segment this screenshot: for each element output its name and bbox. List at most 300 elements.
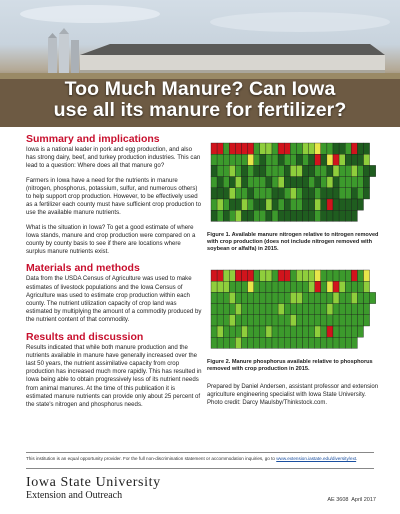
fig1-county-0-4 (235, 143, 241, 154)
fig2-county-4-3 (229, 314, 235, 325)
fig2-county-3-18 (321, 303, 327, 314)
fig2-county-5-13 (290, 326, 296, 337)
fig1-county-3-8 (260, 177, 266, 188)
fig2-county-4-23 (351, 314, 357, 325)
fig2-county-3-25 (364, 303, 370, 314)
fig2-county-2-9 (266, 292, 272, 303)
title-line-1: Too Much Manure? Can Iowa (64, 78, 336, 100)
fig2-county-2-20 (333, 292, 339, 303)
fig2-county-6-11 (278, 337, 284, 348)
fig1-county-3-17 (315, 177, 321, 188)
fig1-county-4-2 (223, 188, 229, 199)
fig2-county-0-12 (284, 270, 290, 281)
fig2-county-1-17 (315, 281, 321, 292)
fig2-county-3-12 (284, 303, 290, 314)
fig2-county-3-11 (278, 303, 284, 314)
summary-paragraph-1: Iowa is a national leader in pork and egg production, and also has strong dairy, beef, and turkey production industries. This can lead to a question: Where does all that manure go? (26, 146, 201, 170)
fig2-county-6-7 (254, 337, 260, 348)
fig1-county-0-24 (357, 143, 363, 154)
university-name: Iowa State University (26, 475, 161, 490)
fig2-county-1-12 (284, 281, 290, 292)
fig2-county-4-13 (290, 314, 296, 325)
fig1-county-2-4 (235, 165, 241, 176)
fig1-county-1-17 (315, 154, 321, 165)
fig2-county-2-21 (339, 292, 345, 303)
fig1-county-5-17 (315, 199, 321, 210)
fig2-county-5-12 (284, 326, 290, 337)
fig2-county-3-14 (296, 303, 302, 314)
fig2-county-0-20 (333, 270, 339, 281)
fig2-county-3-2 (223, 303, 229, 314)
fig2-county-3-24 (357, 303, 363, 314)
fig1-county-6-8 (260, 210, 266, 221)
fig2-county-2-12 (284, 292, 290, 303)
fig2-county-6-18 (321, 337, 327, 348)
fig1-county-0-6 (248, 143, 254, 154)
fig2-county-1-25 (364, 281, 370, 292)
fig1-county-1-18 (321, 154, 327, 165)
document-title (0, 79, 400, 121)
fig1-county-3-18 (321, 177, 327, 188)
fig1-county-6-16 (309, 210, 315, 221)
fig1-county-5-21 (339, 199, 345, 210)
fig1-county-0-22 (345, 143, 351, 154)
fig2-county-5-11 (278, 326, 284, 337)
fig1-county-0-8 (260, 143, 266, 154)
fig1-county-2-15 (303, 165, 309, 176)
fig1-county-4-6 (248, 188, 254, 199)
summary-heading: Summary and implications (26, 133, 160, 145)
fig2-county-1-22 (345, 281, 351, 292)
fig2-county-4-5 (242, 314, 248, 325)
fig2-county-4-10 (272, 314, 278, 325)
fig2-county-6-17 (315, 337, 321, 348)
fig1-county-4-1 (217, 188, 223, 199)
fig1-county-2-16 (309, 165, 315, 176)
fig2-county-0-25 (364, 270, 370, 281)
fig1-county-0-23 (351, 143, 357, 154)
fig2-county-3-15 (303, 303, 309, 314)
fig2-county-4-24 (357, 314, 363, 325)
fig1-county-2-0 (211, 165, 217, 176)
fig2-county-2-22 (345, 292, 351, 303)
fig1-county-6-17 (315, 210, 321, 221)
summary-paragraph-2: Farmers in Iowa have a need for the nutrients in manure (nitrogen, phosphorus, potassium, sulfur, and numerous others) to help support crop production. However, to be effectively used as a fertilizer each county must have sufficient crop production to use the available manure nutrients. (26, 176, 202, 217)
fig2-county-0-14 (296, 270, 302, 281)
fig1-county-6-20 (333, 210, 339, 221)
fig2-county-1-7 (254, 281, 260, 292)
fig1-county-3-13 (290, 177, 296, 188)
fig2-county-5-0 (211, 326, 217, 337)
fig1-county-5-1 (217, 199, 223, 210)
fig1-county-1-14 (296, 154, 302, 165)
fig1-county-0-9 (266, 143, 272, 154)
fig2-county-3-17 (315, 303, 321, 314)
fig1-county-1-15 (303, 154, 309, 165)
fig1-county-2-11 (278, 165, 284, 176)
fig1-county-5-14 (296, 199, 302, 210)
fig1-county-1-22 (345, 154, 351, 165)
fig1-county-4-8 (260, 188, 266, 199)
fig1-county-1-21 (339, 154, 345, 165)
fig2-county-1-8 (260, 281, 266, 292)
fig2-county-4-9 (266, 314, 272, 325)
fig1-county-1-1 (217, 154, 223, 165)
fig2-county-5-2 (223, 326, 229, 337)
fig1-county-3-14 (296, 177, 302, 188)
fig2-county-0-9 (266, 270, 272, 281)
fig1-county-3-9 (266, 177, 272, 188)
right-column (207, 137, 379, 407)
fig1-county-2-23 (351, 165, 357, 176)
methods-heading: Materials and methods (26, 262, 140, 275)
fig1-county-5-20 (333, 199, 339, 210)
fig2-county-0-10 (272, 270, 278, 281)
fig1-county-5-23 (351, 199, 357, 210)
fig1-county-3-1 (217, 177, 223, 188)
fig1-county-4-9 (266, 188, 272, 199)
fig2-county-3-6 (248, 303, 254, 314)
fig2-county-2-7 (254, 292, 260, 303)
fig2-county-5-20 (333, 326, 339, 337)
fig1-county-5-24 (357, 199, 363, 210)
fig2-county-0-7 (254, 270, 260, 281)
fig1-county-4-18 (321, 188, 327, 199)
fig1-county-3-22 (345, 177, 351, 188)
fig2-county-6-22 (345, 337, 351, 348)
fig1-county-6-12 (284, 210, 290, 221)
fig1-county-5-4 (235, 199, 241, 210)
fig2-county-3-21 (339, 303, 345, 314)
fig1-county-0-5 (242, 143, 248, 154)
fig2-county-1-15 (303, 281, 309, 292)
fig2-county-3-22 (345, 303, 351, 314)
fig1-county-2-19 (327, 165, 333, 176)
fig2-county-1-4 (235, 281, 241, 292)
fig2-county-4-4 (235, 314, 241, 325)
fig2-county-5-3 (229, 326, 235, 337)
fig2-county-2-15 (303, 292, 309, 303)
fig1-county-0-21 (339, 143, 345, 154)
fig1-county-2-6 (248, 165, 254, 176)
fig1-county-3-11 (278, 177, 284, 188)
fig1-county-5-18 (321, 199, 327, 210)
fig2-county-4-20 (333, 314, 339, 325)
fig1-county-2-25 (364, 165, 370, 176)
fig1-county-6-18 (321, 210, 327, 221)
fig1-county-6-13 (290, 210, 296, 221)
fig1-county-4-4 (235, 188, 241, 199)
fig2-county-6-16 (309, 337, 315, 348)
fig2-county-2-10 (272, 292, 278, 303)
fig2-county-4-2 (223, 314, 229, 325)
fig1-county-1-13 (290, 154, 296, 165)
fig1-county-3-2 (223, 177, 229, 188)
fig2-county-0-15 (303, 270, 309, 281)
publication-info (327, 497, 376, 503)
fig2-county-2-26 (370, 292, 376, 303)
fig2-county-5-14 (296, 326, 302, 337)
fig1-county-4-0 (211, 188, 217, 199)
fig1-county-0-1 (217, 143, 223, 154)
fig1-county-3-25 (364, 177, 370, 188)
fig2-county-2-18 (321, 292, 327, 303)
fig2-county-6-3 (229, 337, 235, 348)
fig2-county-0-21 (339, 270, 345, 281)
fig1-county-0-25 (364, 143, 370, 154)
fig2-county-3-8 (260, 303, 266, 314)
fig1-county-0-13 (290, 143, 296, 154)
fig2-county-0-19 (327, 270, 333, 281)
fig2-county-5-6 (248, 326, 254, 337)
fig2-county-2-4 (235, 292, 241, 303)
fig2-county-1-16 (309, 281, 315, 292)
fig2-county-3-20 (333, 303, 339, 314)
fig2-county-1-5 (242, 281, 248, 292)
fig2-county-0-2 (223, 270, 229, 281)
fig2-county-0-1 (217, 270, 223, 281)
fig2-county-1-14 (296, 281, 302, 292)
fig2-county-1-1 (217, 281, 223, 292)
fig2-county-5-9 (266, 326, 272, 337)
fig1-county-3-7 (254, 177, 260, 188)
fig2-county-5-16 (309, 326, 315, 337)
fig1-county-4-15 (303, 188, 309, 199)
fig1-county-4-13 (290, 188, 296, 199)
fig2-county-3-13 (290, 303, 296, 314)
fig1-county-3-23 (351, 177, 357, 188)
fig2-county-1-20 (333, 281, 339, 292)
fig1-county-5-13 (290, 199, 296, 210)
fig1-county-6-21 (339, 210, 345, 221)
fig2-county-6-2 (223, 337, 229, 348)
fig1-county-0-17 (315, 143, 321, 154)
fig2-county-4-19 (327, 314, 333, 325)
fig1-county-1-6 (248, 154, 254, 165)
fig1-county-5-5 (242, 199, 248, 210)
fig2-county-3-3 (229, 303, 235, 314)
fig2-county-4-6 (248, 314, 254, 325)
footer-divider-bottom (26, 468, 374, 469)
fig1-county-4-14 (296, 188, 302, 199)
fig1-county-6-6 (248, 210, 254, 221)
fig2-county-5-10 (272, 326, 278, 337)
fig1-county-2-17 (315, 165, 321, 176)
fig2-county-6-1 (217, 337, 223, 348)
fig1-county-6-22 (345, 210, 351, 221)
fig2-county-6-8 (260, 337, 266, 348)
fig2-county-0-3 (229, 270, 235, 281)
fig2-county-3-0 (211, 303, 217, 314)
fig2-county-2-24 (357, 292, 363, 303)
fig2-county-4-22 (345, 314, 351, 325)
figure-2-caption: Figure 2. Manure phosphorus available relative to phosphorus removed with crop production in 2015. (207, 358, 373, 372)
fig2-county-1-24 (357, 281, 363, 292)
fig2-county-4-25 (364, 314, 370, 325)
fig2-county-0-13 (290, 270, 296, 281)
fig2-county-1-18 (321, 281, 327, 292)
fig1-county-1-7 (254, 154, 260, 165)
fig2-county-1-13 (290, 281, 296, 292)
fig2-county-1-21 (339, 281, 345, 292)
fig1-county-6-9 (266, 210, 272, 221)
fig1-county-3-20 (333, 177, 339, 188)
fig2-county-2-2 (223, 292, 229, 303)
fig2-county-4-18 (321, 314, 327, 325)
fig2-county-3-9 (266, 303, 272, 314)
fig2-county-1-11 (278, 281, 284, 292)
fig1-county-1-24 (357, 154, 363, 165)
fig1-county-0-12 (284, 143, 290, 154)
fig1-county-3-15 (303, 177, 309, 188)
fig1-county-2-8 (260, 165, 266, 176)
fig2-county-2-5 (242, 292, 248, 303)
fig1-county-0-14 (296, 143, 302, 154)
fig2-county-0-5 (242, 270, 248, 281)
fig1-county-6-15 (303, 210, 309, 221)
fig1-county-4-23 (351, 188, 357, 199)
fig2-county-3-16 (309, 303, 315, 314)
fig2-county-4-11 (278, 314, 284, 325)
university-logo (26, 476, 161, 502)
fig2-county-2-0 (211, 292, 217, 303)
fig1-county-5-19 (327, 199, 333, 210)
fig2-county-6-12 (284, 337, 290, 348)
fig1-county-3-10 (272, 177, 278, 188)
fig1-county-0-18 (321, 143, 327, 154)
fig1-county-1-16 (309, 154, 315, 165)
fig2-county-1-2 (223, 281, 229, 292)
fig2-county-3-5 (242, 303, 248, 314)
fig1-county-1-2 (223, 154, 229, 165)
fig1-county-1-20 (333, 154, 339, 165)
fig1-county-5-7 (254, 199, 260, 210)
fig1-county-2-22 (345, 165, 351, 176)
fig2-county-3-19 (327, 303, 333, 314)
fig1-county-5-8 (260, 199, 266, 210)
fig1-county-3-4 (235, 177, 241, 188)
fig1-county-4-20 (333, 188, 339, 199)
fig1-county-2-1 (217, 165, 223, 176)
fig1-county-4-22 (345, 188, 351, 199)
fig2-county-6-0 (211, 337, 217, 348)
fig1-county-1-8 (260, 154, 266, 165)
fig1-county-0-10 (272, 143, 278, 154)
fig1-county-4-24 (357, 188, 363, 199)
fig2-county-2-16 (309, 292, 315, 303)
fig2-county-1-3 (229, 281, 235, 292)
fig1-county-3-12 (284, 177, 290, 188)
fig2-county-4-21 (339, 314, 345, 325)
fig1-county-5-16 (309, 199, 315, 210)
fig1-county-5-15 (303, 199, 309, 210)
fig2-county-2-25 (364, 292, 370, 303)
fig2-county-3-7 (254, 303, 260, 314)
fig1-county-4-7 (254, 188, 260, 199)
fig1-county-5-6 (248, 199, 254, 210)
fig2-county-1-0 (211, 281, 217, 292)
left-column (26, 133, 202, 415)
fig2-county-5-17 (315, 326, 321, 337)
fig2-county-5-21 (339, 326, 345, 337)
fig2-county-2-8 (260, 292, 266, 303)
fig1-county-5-11 (278, 199, 284, 210)
fig1-county-6-7 (254, 210, 260, 221)
fig1-county-1-0 (211, 154, 217, 165)
extension-unit: Extension and Outreach (26, 490, 123, 501)
fig1-county-1-10 (272, 154, 278, 165)
fig1-county-1-23 (351, 154, 357, 165)
fig1-county-5-2 (223, 199, 229, 210)
fig2-county-2-11 (278, 292, 284, 303)
fig1-county-2-12 (284, 165, 290, 176)
fig2-county-0-22 (345, 270, 351, 281)
fig1-county-0-2 (223, 143, 229, 154)
fig2-county-0-6 (248, 270, 254, 281)
fig1-county-4-3 (229, 188, 235, 199)
fig2-county-5-19 (327, 326, 333, 337)
fig1-county-0-19 (327, 143, 333, 154)
fig2-county-1-23 (351, 281, 357, 292)
fig1-county-2-26 (370, 165, 376, 176)
fig1-county-5-9 (266, 199, 272, 210)
footer-divider-top (26, 452, 374, 453)
fig1-county-3-21 (339, 177, 345, 188)
fig1-county-2-21 (339, 165, 345, 176)
fig2-county-5-1 (217, 326, 223, 337)
fig2-county-4-16 (309, 314, 315, 325)
fig1-county-2-18 (321, 165, 327, 176)
fig2-county-0-8 (260, 270, 266, 281)
fig2-county-4-15 (303, 314, 309, 325)
fig1-county-6-0 (211, 210, 217, 221)
fig2-county-0-17 (315, 270, 321, 281)
fig2-county-6-14 (296, 337, 302, 348)
fig2-county-2-6 (248, 292, 254, 303)
fig1-county-1-12 (284, 154, 290, 165)
summary-paragraph-3: What is the situation in Iowa? To get a good estimate of where Iowa stands, manure and crop production were compared on a county by county basis to see if there are locations where surplus manure nutrients exist. (26, 223, 196, 256)
fig2-county-3-1 (217, 303, 223, 314)
fig1-county-6-11 (278, 210, 284, 221)
fig1-county-4-10 (272, 188, 278, 199)
fig1-county-4-11 (278, 188, 284, 199)
fig1-county-0-16 (309, 143, 315, 154)
title-line-2: use all its manure for fertilizer? (53, 99, 347, 121)
methods-paragraph: Data from the USDA Census of Agriculture was used to make estimates of livestock populations and the Iowa Census of Agriculture was used to estimate crop production within each county. The nutrient utilization capacity of crop land was estimated by multiplying the amount of a commodity produced by the nutrient content of that commodity. (26, 275, 202, 324)
fig2-county-5-7 (254, 326, 260, 337)
fig2-county-3-4 (235, 303, 241, 314)
fig2-county-5-24 (357, 326, 363, 337)
fig1-county-4-12 (284, 188, 290, 199)
fig2-county-6-21 (339, 337, 345, 348)
fig1-county-6-3 (229, 210, 235, 221)
figure-1-caption: Figure 1. Available manure nitrogen relative to nitrogen removed with crop production (does not include nitrogen removed with soybean or alfalfa) in 2015. (207, 232, 379, 253)
fig1-county-6-10 (272, 210, 278, 221)
fig2-county-2-14 (296, 292, 302, 303)
fig1-county-1-19 (327, 154, 333, 165)
diversity-link[interactable]: www.extension.iastate.edu/diversity/ext (276, 456, 357, 461)
results-paragraph: Results indicated that while both manure production and the nutrients available in manure have generally increased over the last 50 years, the nutrient assimilative capacity from crop production has increased much more rapidly. This has resulted in Iowa being able to obtain progressively less of its nutrient needs from animal manures. At the time of this publication it is estimated manure nutrients can provide only about 25 percent of the state's nitrogen and phosphorus needs. (26, 343, 202, 409)
nondiscrimination-notice (26, 456, 376, 462)
fig1-county-3-24 (357, 177, 363, 188)
fig1-county-4-5 (242, 188, 248, 199)
fig2-county-1-9 (266, 281, 272, 292)
fig1-county-3-19 (327, 177, 333, 188)
fig1-county-0-7 (254, 143, 260, 154)
fig1-county-1-11 (278, 154, 284, 165)
fig2-county-6-9 (266, 337, 272, 348)
fig1-county-2-13 (290, 165, 296, 176)
